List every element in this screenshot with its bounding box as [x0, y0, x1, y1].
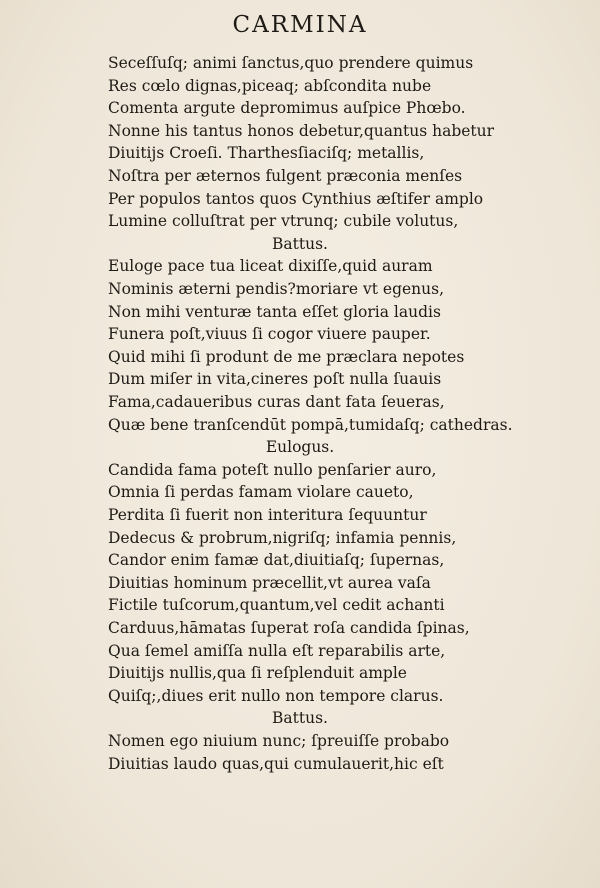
verse-line: Nomen ego niuium nunc; ſpreuiſſe probabo — [108, 732, 450, 750]
verse-line: Funera poſt,viuus ſi cogor viuere pauper. — [108, 325, 431, 344]
verse-line: Dedecus & probrum,nigriſq; infamia pennis, — [108, 528, 457, 547]
verse-line: Fictile tuſcorum,quantum,vel cedit achanti — [108, 596, 445, 615]
running-head: CARMINA — [232, 12, 368, 38]
verse-line: Res cœlo dignas,piceaq; abſcondita nube — [108, 76, 432, 95]
verse-line: Quiſq;,diues erit nullo non tempore clarus. — [108, 686, 444, 705]
verse-line: Lumine colluſtrat per vtrunq; cubile volutus, — [108, 212, 459, 231]
verse-line: Diuitias hominum præcellit,vt aurea vaſa — [108, 573, 431, 592]
verse-line: Comenta argute depromimus auſpice Phœbo. — [108, 99, 466, 118]
verse-line: Fama,cadaueribus curas dant fata ſeueras, — [108, 393, 445, 411]
speaker-heading: Eulogus. — [265, 438, 335, 457]
speaker-heading: Battus. — [272, 709, 328, 728]
verse-line: Per populos tantos quos Cynthius æſtifer amplo — [108, 189, 484, 208]
verse-line: Seceſſuſq; animi ſanctus,quo prendere quimus — [108, 54, 474, 72]
verse-line: Nonne his tantus honos debetur,quantus habetur — [108, 121, 495, 140]
verse-line: Diuitijs nullis,qua ſi reſplenduit ample — [108, 664, 407, 683]
verse-line: Diuitias laudo quas,qui cumulauerit,hic eſt — [108, 754, 444, 773]
verse-line: Dum miſer in vita,cineres poſt nulla ſuauis — [108, 370, 442, 389]
verse-line: Quid mihi ſi produnt de me præclara nepotes — [108, 347, 465, 366]
verse-line: Qua ſemel amiſſa nulla eſt reparabilis arte, — [108, 641, 446, 660]
verse-line: Omnia ſi perdas famam violare caueto, — [108, 483, 414, 502]
verse-line: Euloge pace tua liceat dixiſſe,quid auram — [108, 257, 433, 276]
verse-line: Candida fama poteſt nullo penſarier auro, — [108, 460, 437, 479]
verse-line: Perdita ſi fuerit non interitura ſequuntur — [108, 506, 427, 524]
verse-line: Carduus,hāmatas ſuperat roſa candida ſpinas, — [108, 619, 470, 637]
verse-line: Candor enim famæ dat,diuitiaſq; ſupernas, — [108, 551, 445, 570]
speaker-heading: Battus. — [272, 234, 328, 253]
verse-line: Diuitijs Croeſi. Tharthesſiaciſq; metallis, — [108, 144, 425, 163]
verse-line: Nominis æterni pendis?moriare vt egenus, — [108, 280, 445, 298]
verse-line: Noſtra per æternos fulgent præconia menſes — [108, 167, 463, 185]
verse-line: Non mihi venturæ tanta eſſet gloria laudis — [108, 302, 441, 321]
verse-line: Quæ bene tranſcendūt pompā,tumidaſq; cathedras. — [108, 415, 513, 434]
